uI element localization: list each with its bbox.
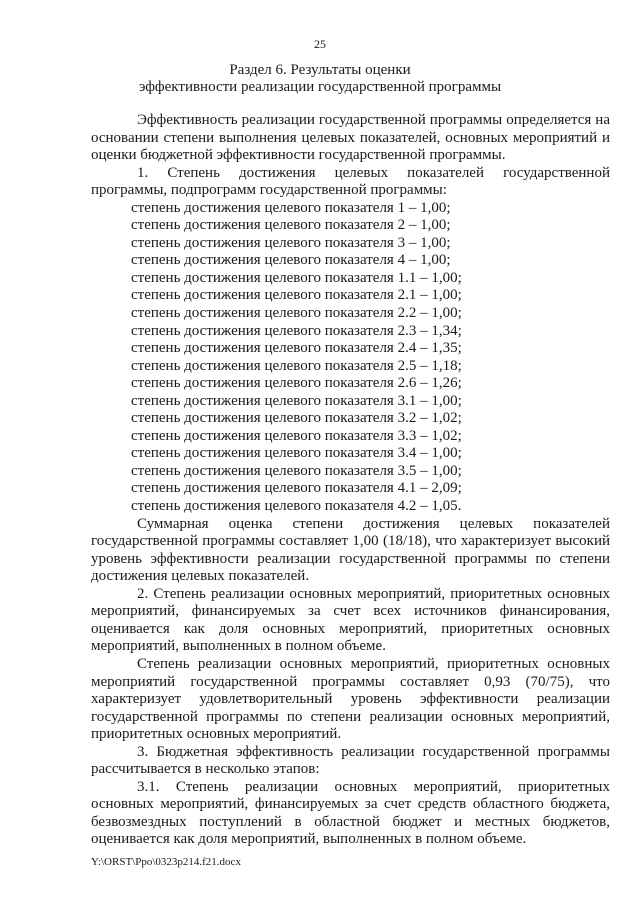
item-2-paragraph: 2. Степень реализации основных мероприятий, приоритетных основных мероприятий, финансируемых за счет всех источников финансирования, оценивается как доля основных мероприятий, приоритетных основных мероприятий, выполненных в полном объеме. (91, 585, 610, 655)
indicator-line: степень достижения целевого показателя 3.2 – 1,02; (131, 410, 462, 427)
indicator-line: степень достижения целевого показателя 2.2 – 1,00; (131, 305, 462, 322)
indicator-line: степень достижения целевого показателя 2.1 – 1,00; (131, 287, 462, 304)
document-body (91, 112, 610, 849)
section-heading-line-1: Раздел 6. Результаты оценки (229, 62, 411, 78)
indicator-line: степень достижения целевого показателя 3.1 – 1,00; (131, 392, 462, 409)
item-2-result-paragraph: Степень реализации основных мероприятий, приоритетных основных мероприятий государственной программы составляет 0,93 (70/75), что характеризует удовлетворительный уровень эффективности реализации государственной программы по степени реализации основных мероприятий, приоритетных основных мероприятий. (91, 655, 610, 743)
item-1-paragraph: 1. Степень достижения целевых показателей государственной программы, подпрограмм государственной программы: (91, 164, 610, 199)
item-3-paragraph: 3. Бюджетная эффективность реализации государственной программы рассчитывается в несколько этапов: (91, 743, 610, 778)
indicator-list (91, 200, 610, 516)
indicator-line: степень достижения целевого показателя 1.1 – 1,00; (131, 269, 462, 286)
indicator-line: степень достижения целевого показателя 2.4 – 1,35; (131, 340, 462, 357)
summary-paragraph: Суммарная оценка степени достижения целевых показателей государственной программы составляет 1,00 (18/18), что характеризует высокий уровень эффективности реализации государственной программы по степени достижения целевых показателей. (91, 515, 610, 585)
item-3-1-paragraph: 3.1. Степень реализации основных мероприятий, приоритетных основных мероприятий, финансируемых за счет средств областного бюджета, безвозмездных поступлений в областной бюджет и местных бюджетов, оценивается как доля мероприятий, выполненных в полном объеме. (91, 778, 610, 848)
indicator-line: степень достижения целевого показателя 4.2 – 1,05. (131, 498, 462, 515)
indicator-line: степень достижения целевого показателя 2 – 1,00; (131, 217, 451, 234)
indicator-line: степень достижения целевого показателя 3.3 – 1,02; (131, 427, 462, 444)
intro-paragraph: Эффективность реализации государственной программы определяется на основании степени выполнения целевых показателей, основных мероприятий и оценки бюджетной эффективности государственной программы. (91, 112, 610, 164)
indicator-line: степень достижения целевого показателя 4 – 1,00; (131, 252, 451, 269)
indicator-line: степень достижения целевого показателя 2.3 – 1,34; (131, 322, 462, 339)
indicator-line: степень достижения целевого показателя 3.4 – 1,00; (131, 445, 462, 462)
indicator-line: степень достижения целевого показателя 2.6 – 1,26; (131, 375, 462, 392)
indicator-line: степень достижения целевого показателя 1 – 1,00; (131, 199, 451, 216)
page-number: 25 (314, 37, 326, 51)
section-heading (0, 62, 640, 96)
indicator-line: степень достижения целевого показателя 3.5 – 1,00; (131, 462, 462, 479)
indicator-line: степень достижения целевого показателя 4.1 – 2,09; (131, 480, 462, 497)
section-heading-line-2: эффективности реализации государственной программы (138, 79, 502, 95)
file-path-footer: Y:\ORST\Ppo\0323p214.f21.docx (91, 856, 241, 868)
indicator-line: степень достижения целевого показателя 2.5 – 1,18; (131, 357, 462, 374)
indicator-line: степень достижения целевого показателя 3 – 1,00; (131, 234, 451, 251)
